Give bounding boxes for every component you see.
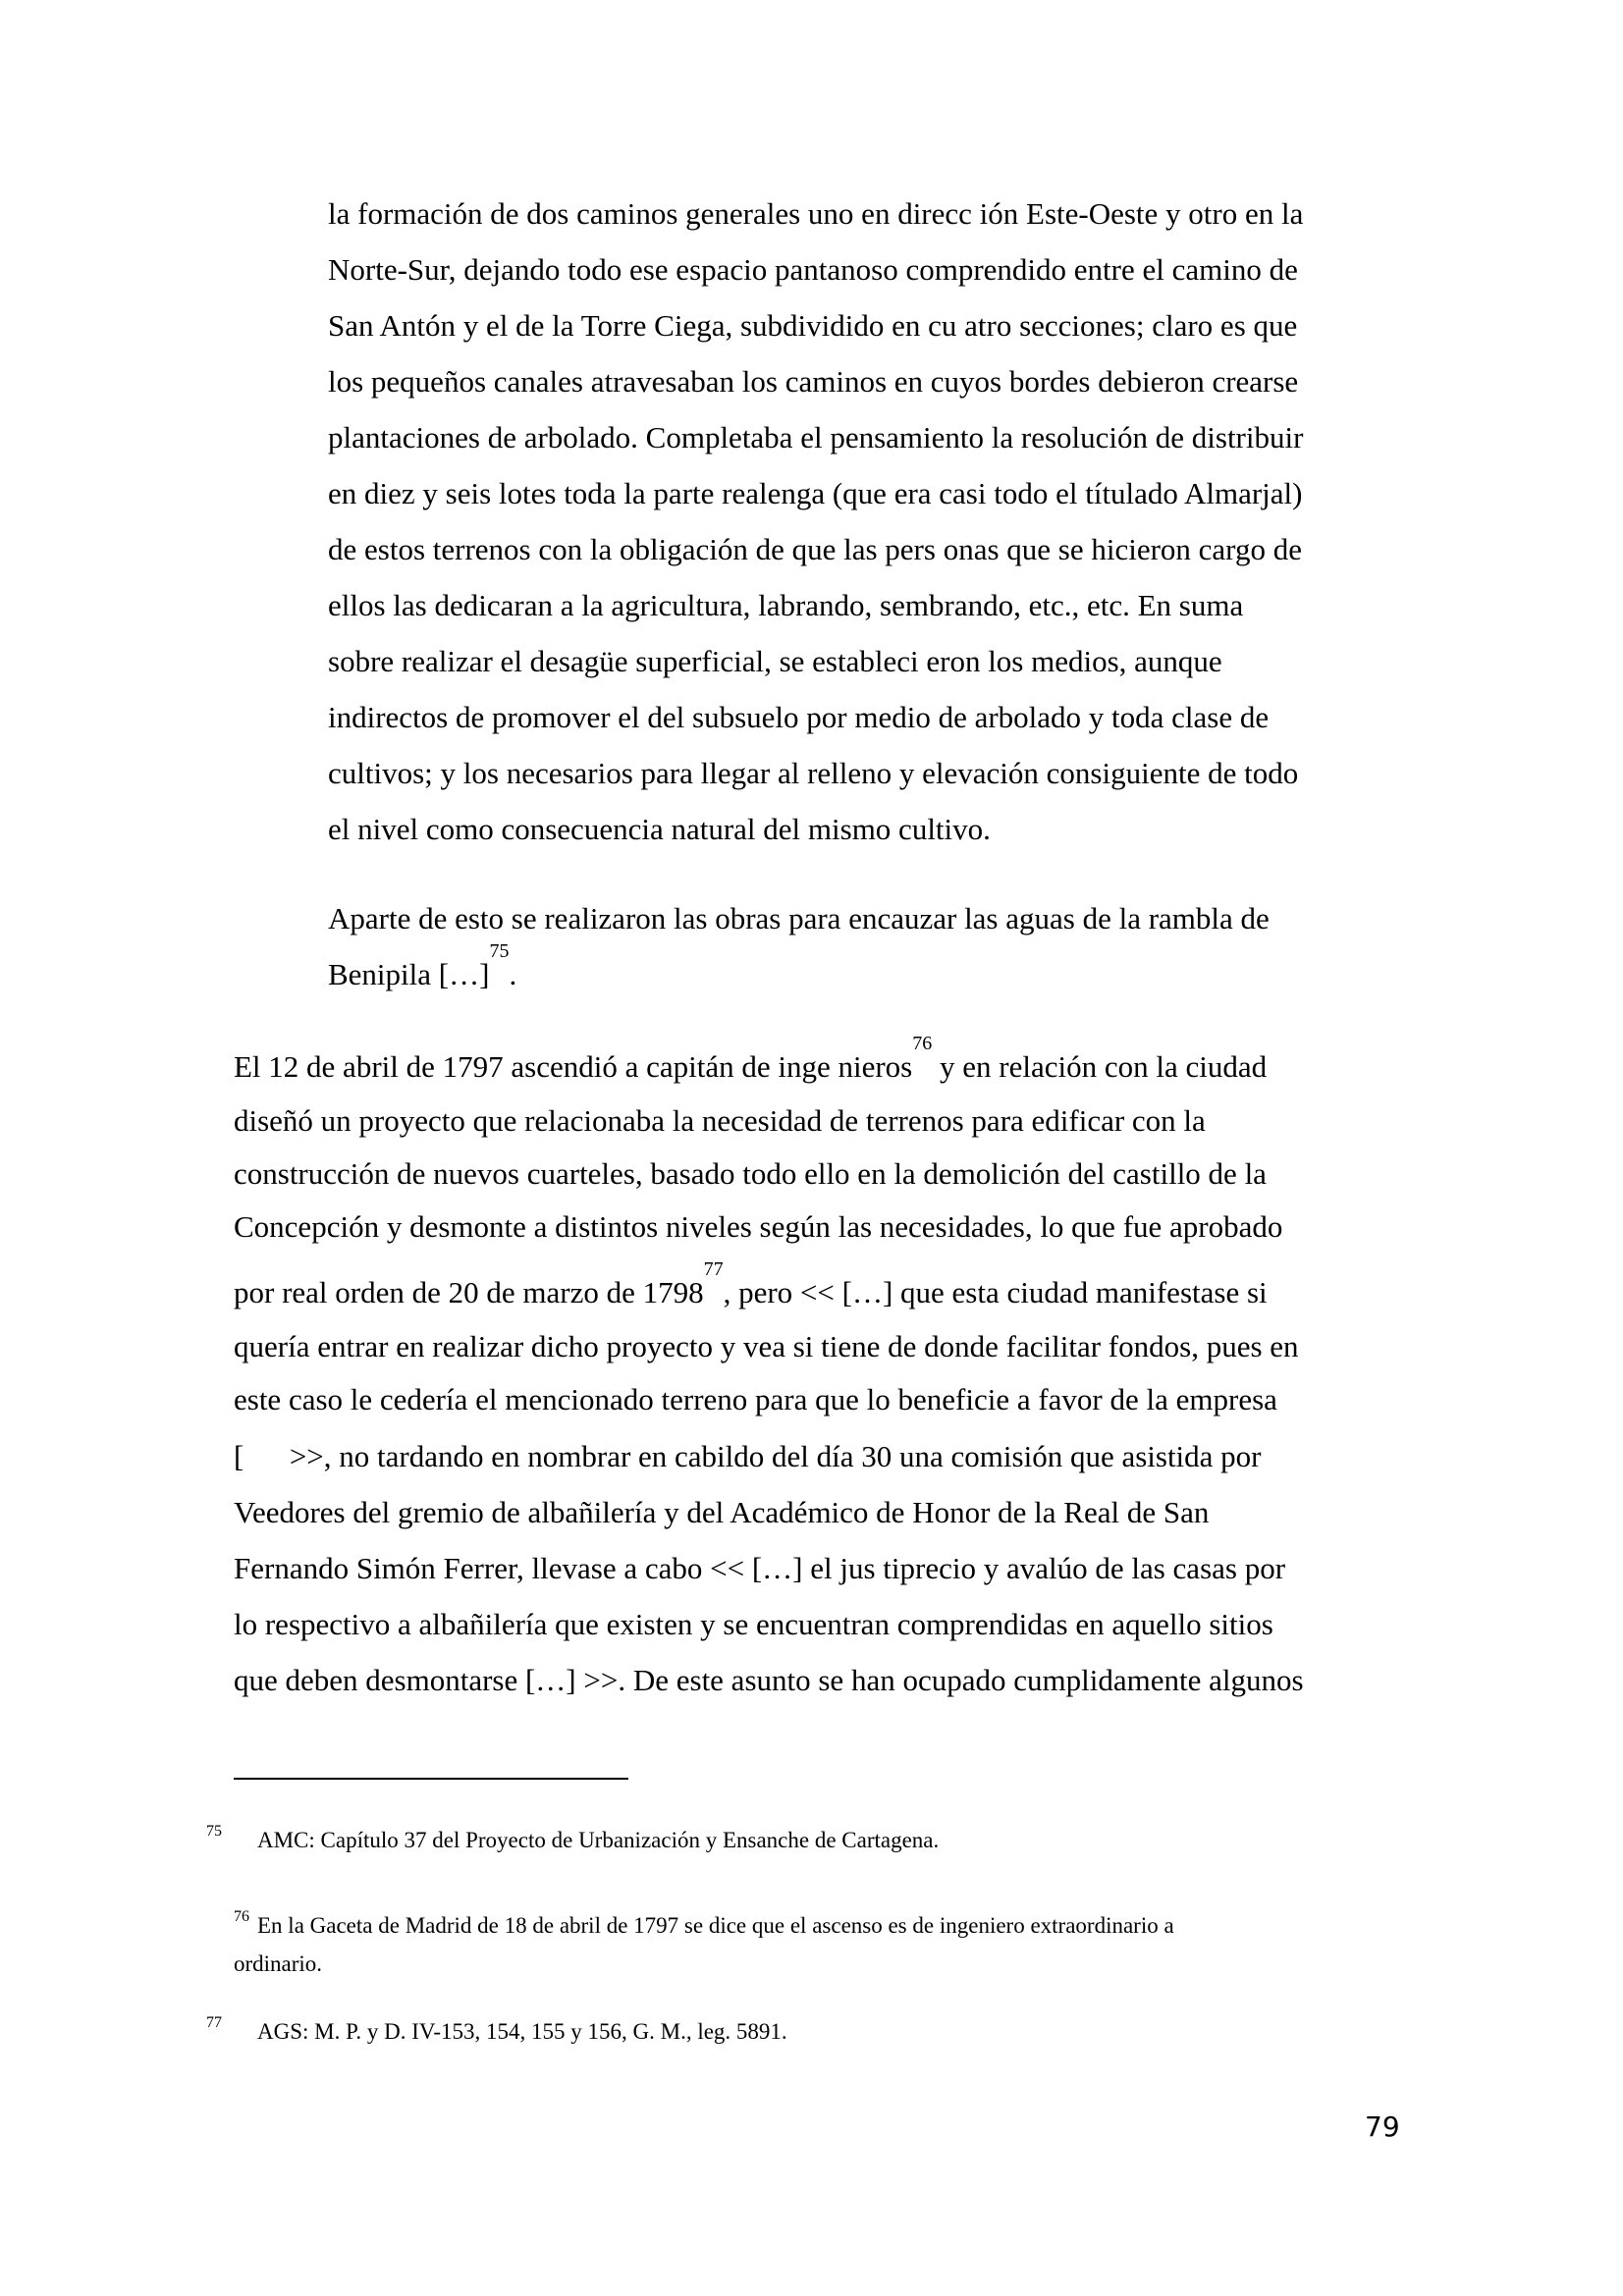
- quote-line: el nivel como consecuencia natural del mismo cultivo.: [328, 812, 991, 846]
- body-line: [ >>, no tardando en nombrar en cabildo del día 30 una comisión que asistida por: [234, 1439, 1262, 1473]
- page-number: 79: [1365, 2110, 1400, 2143]
- footnote-text: AGS: M. P. y D. IV-153, 154, 155 y 156, G. M., leg. 5891.: [257, 2019, 787, 2044]
- body-text: , pero << […] que esta ciudad manifestase si: [723, 1275, 1268, 1309]
- quote-line: San Antón y el de la Torre Ciega, subdividido en cu atro secciones; claro es que: [328, 308, 1298, 343]
- body-line: este caso le cedería el mencionado terreno para que lo beneficie a favor de la empresa: [234, 1382, 1277, 1416]
- quote-line: Norte-Sur, dejando todo ese espacio pantanoso comprendido entre el camino de: [328, 252, 1298, 287]
- body-text: por real orden de 20 de marzo de 1798: [234, 1275, 704, 1309]
- body-line: lo respectivo a albañilería que existen y se encuentran comprendidas en aquello sitios: [234, 1607, 1273, 1641]
- footnote-number: 76: [234, 1908, 249, 1925]
- quote-line: sobre realizar el desagüe superficial, se estableci eron los medios, aunque: [328, 644, 1222, 678]
- quote-line: indirectos de promover el del subsuelo por medio de arbolado y toda clase de: [328, 700, 1270, 734]
- quote-line: la formación de dos caminos generales uno en direcc ión Este-Oeste y otro en la: [328, 196, 1304, 231]
- quote2-line: [328, 940, 517, 994]
- footnote-ref-77[interactable]: 77: [703, 1258, 724, 1280]
- quote-line: plantaciones de arbolado. Completaba el pensamiento la resolución de distribuir: [328, 420, 1304, 454]
- body-text: El 12 de abril de 1797 ascendió a capitán de inge nieros: [234, 1049, 913, 1084]
- body-line: que deben desmontarse […] >>. De este asunto se han ocupado cumplidamente algunos: [234, 1663, 1304, 1697]
- body-line: diseñó un proyecto que relacionaba la necesidad de terrenos para edificar con la: [234, 1103, 1206, 1138]
- body-line: [234, 1033, 1268, 1087]
- body-line: [234, 1258, 1268, 1312]
- body-line: Concepción y desmonte a distintos niveles según las necesidades, lo que fue aprobado: [234, 1209, 1283, 1244]
- quote-line: los pequeños canales atravesaban los caminos en cuyos bordes debieron crearse: [328, 364, 1299, 399]
- footnote-ref-76[interactable]: 76: [912, 1033, 933, 1054]
- footnote-ref-75[interactable]: 75: [489, 940, 510, 962]
- footnote-separator: [234, 1778, 628, 1780]
- footnote-number: 75: [206, 1823, 222, 1840]
- quote-line: de estos terrenos con la obligación de que las pers onas que se hicieron cargo de: [328, 532, 1302, 566]
- body-line: construcción de nuevos cuarteles, basado todo ello en la demolición del castillo de la: [234, 1156, 1267, 1191]
- body-text: y en relación con la ciudad: [932, 1049, 1268, 1084]
- quote-line: ellos las dedicaran a la agricultura, labrando, sembrando, etc., etc. En suma: [328, 588, 1244, 622]
- footnote-text: En la Gaceta de Madrid de 18 de abril de 1797 se dice que el ascenso es de ingeniero extraordinario a: [257, 1913, 1174, 1938]
- quote-line: en diez y seis lotes toda la parte realenga (que era casi todo el títulado Almarjal): [328, 476, 1303, 510]
- footnote-text: ordinario.: [234, 1951, 323, 1976]
- quote2-period: .: [509, 957, 517, 991]
- body-line: quería entrar en realizar dicho proyecto y vea si tiene de donde facilitar fondos, pues en: [234, 1329, 1299, 1363]
- quote-line: cultivos; y los necesarios para llegar al relleno y elevación consiguiente de todo: [328, 756, 1299, 790]
- footnote-text: AMC: Capítulo 37 del Proyecto de Urbanización y Ensanche de Cartagena.: [257, 1828, 940, 1852]
- body-line: Veedores del gremio de albañilería y del Académico de Honor de la Real de San: [234, 1495, 1210, 1529]
- quote2-line: Aparte de esto se realizaron las obras para encauzar las aguas de la rambla de: [328, 901, 1270, 935]
- quote2-text: Benipila […]: [328, 957, 490, 991]
- body-line: Fernando Simón Ferrer, llevase a cabo << […] el jus tiprecio y avalúo de las casas por: [234, 1551, 1286, 1585]
- footnote-number: 77: [206, 2014, 222, 2031]
